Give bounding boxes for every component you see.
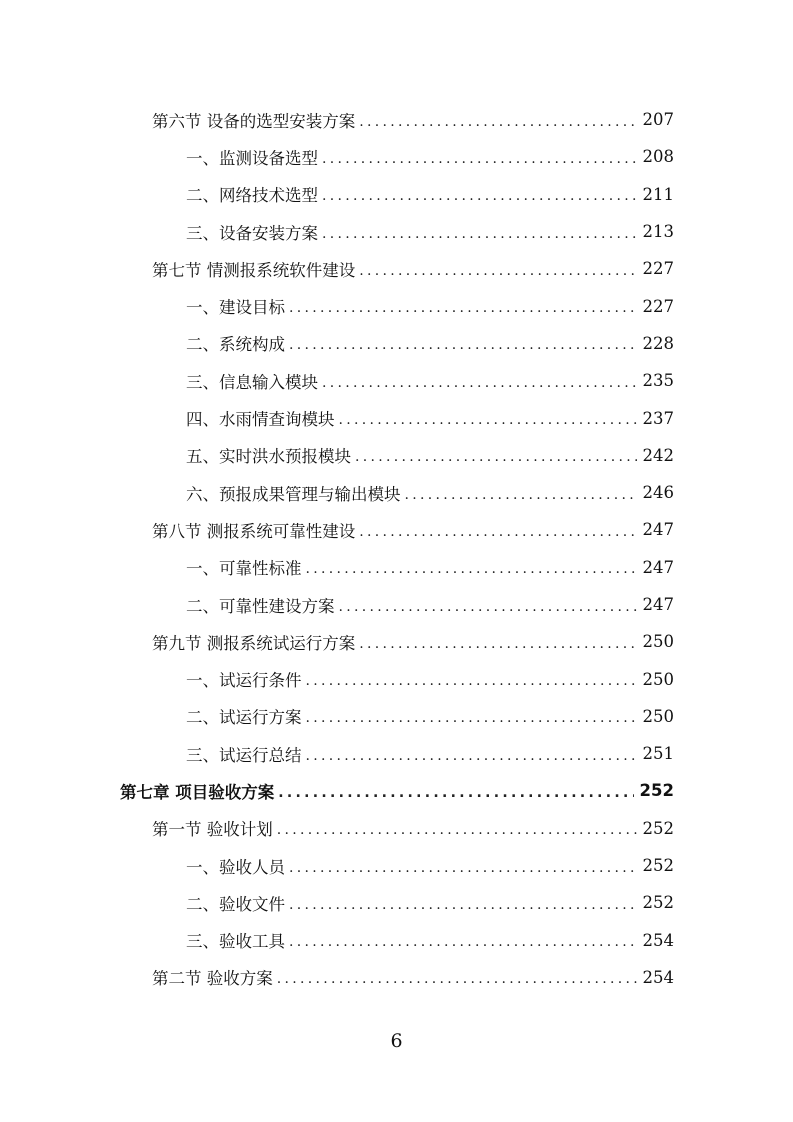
toc-item-row[interactable] xyxy=(0,287,793,324)
toc-dot-leader xyxy=(322,152,637,166)
toc-item-row[interactable] xyxy=(0,884,793,921)
toc-entry-page: 252 xyxy=(639,781,674,801)
toc-entry-label: 第六节 设备的选型安装方案 xyxy=(152,111,356,131)
toc-entry-label: 第八节 测报系统可靠性建设 xyxy=(152,521,356,541)
toc-item-row[interactable] xyxy=(0,586,793,623)
toc-section-row[interactable] xyxy=(0,623,793,660)
toc-entry-page: 207 xyxy=(642,110,674,130)
toc-dot-leader xyxy=(277,972,637,986)
toc-dot-leader xyxy=(289,861,637,875)
toc-entry-label: 二、验收文件 xyxy=(186,894,285,914)
toc-item-row[interactable] xyxy=(0,735,793,772)
toc-entry-label: 一、建设目标 xyxy=(186,298,285,318)
toc-entry-page: 211 xyxy=(642,184,674,204)
toc-entry-label: 一、可靠性标准 xyxy=(186,559,302,579)
toc-dot-leader xyxy=(359,115,636,129)
toc-entry-label: 三、试运行总结 xyxy=(186,745,302,765)
toc-entry-page: 228 xyxy=(642,333,674,353)
toc-entry-page: 227 xyxy=(642,259,674,279)
toc-chapter-row[interactable] xyxy=(0,772,793,809)
toc-dot-leader xyxy=(306,749,637,763)
toc-entry-label: 二、试运行方案 xyxy=(186,708,302,728)
toc-entry-label: 第七节 情测报系统软件建设 xyxy=(152,260,356,280)
toc-entry-label: 第二节 验收方案 xyxy=(152,969,273,989)
toc-item-row[interactable] xyxy=(0,922,793,959)
toc-entry-page: 250 xyxy=(642,669,674,689)
toc-item-row[interactable] xyxy=(0,362,793,399)
toc-dot-leader xyxy=(405,488,637,502)
toc-item-row[interactable] xyxy=(0,437,793,474)
toc-item-row[interactable] xyxy=(0,474,793,511)
toc-dot-leader xyxy=(355,450,637,464)
toc-dot-leader xyxy=(359,637,636,651)
toc-entry-page: 250 xyxy=(642,632,674,652)
toc-item-row[interactable] xyxy=(0,325,793,362)
toc-entry-page: 251 xyxy=(642,744,674,764)
toc-entry-page: 247 xyxy=(642,595,674,614)
toc-section-row[interactable] xyxy=(0,511,793,548)
toc-dot-leader xyxy=(322,227,637,241)
toc-entry-page: 252 xyxy=(642,856,674,876)
toc-entry-label: 三、信息输入模块 xyxy=(186,372,318,392)
toc-entry-page: 254 xyxy=(642,967,674,987)
toc-entry-page: 242 xyxy=(642,445,674,465)
toc-entry-page: 237 xyxy=(642,408,674,428)
toc-dot-leader xyxy=(289,935,637,949)
toc-entry-label: 第一节 验收计划 xyxy=(152,820,273,840)
toc-item-row[interactable] xyxy=(0,138,793,175)
toc-entry-page: 247 xyxy=(642,557,674,577)
toc-entry-page: 208 xyxy=(642,147,674,167)
toc-dot-leader xyxy=(322,189,637,203)
page-number: 6 xyxy=(390,1030,403,1052)
table-of-contents xyxy=(0,101,793,996)
toc-dot-leader xyxy=(339,600,637,614)
toc-entry-label: 一、试运行条件 xyxy=(186,671,302,691)
toc-entry-label: 六、预报成果管理与输出模块 xyxy=(186,484,401,504)
toc-entry-page: 247 xyxy=(642,520,674,540)
toc-section-row[interactable] xyxy=(0,810,793,847)
toc-section-row[interactable] xyxy=(0,250,793,287)
toc-entry-page: 250 xyxy=(642,706,674,726)
toc-entry-label: 二、可靠性建设方案 xyxy=(186,596,335,616)
toc-entry-label: 二、系统构成 xyxy=(186,335,285,355)
toc-entry-label: 第九节 测报系统试运行方案 xyxy=(152,633,356,653)
toc-entry-label: 四、水雨情查询模块 xyxy=(186,410,335,430)
toc-entry-page: 235 xyxy=(642,371,674,391)
toc-entry-label: 一、验收人员 xyxy=(186,857,285,877)
toc-entry-label: 三、验收工具 xyxy=(186,932,285,952)
toc-entry-page: 254 xyxy=(642,930,674,950)
toc-dot-leader xyxy=(289,338,637,352)
toc-entry-label: 五、实时洪水预报模块 xyxy=(186,447,351,467)
toc-entry-page: 227 xyxy=(642,296,674,316)
toc-entry-label: 三、设备安装方案 xyxy=(186,223,318,243)
toc-dot-leader xyxy=(289,301,637,315)
toc-item-row[interactable] xyxy=(0,213,793,250)
toc-entry-label: 二、网络技术选型 xyxy=(186,186,318,206)
toc-entry-label: 一、监测设备选型 xyxy=(186,148,318,168)
toc-dot-leader xyxy=(359,525,636,539)
toc-dot-leader xyxy=(277,823,637,837)
toc-entry-page: 252 xyxy=(642,893,674,913)
toc-item-row[interactable] xyxy=(0,660,793,697)
toc-entry-label: 第七章 项目验收方案 xyxy=(120,782,275,802)
toc-entry-page: 252 xyxy=(642,818,674,838)
toc-dot-leader xyxy=(339,413,637,427)
toc-entry-page: 213 xyxy=(642,222,674,242)
toc-entry-page: 246 xyxy=(642,483,674,503)
toc-dot-leader xyxy=(278,786,633,800)
toc-item-row[interactable] xyxy=(0,399,793,436)
toc-dot-leader xyxy=(322,376,637,390)
toc-section-row[interactable] xyxy=(0,101,793,138)
toc-dot-leader xyxy=(359,264,636,278)
toc-dot-leader xyxy=(289,898,637,912)
toc-dot-leader xyxy=(306,711,637,725)
toc-dot-leader xyxy=(306,562,637,576)
toc-item-row[interactable] xyxy=(0,549,793,586)
toc-item-row[interactable] xyxy=(0,847,793,884)
toc-item-row[interactable] xyxy=(0,176,793,213)
toc-section-row[interactable] xyxy=(0,959,793,996)
toc-item-row[interactable] xyxy=(0,698,793,735)
toc-dot-leader xyxy=(306,674,637,688)
